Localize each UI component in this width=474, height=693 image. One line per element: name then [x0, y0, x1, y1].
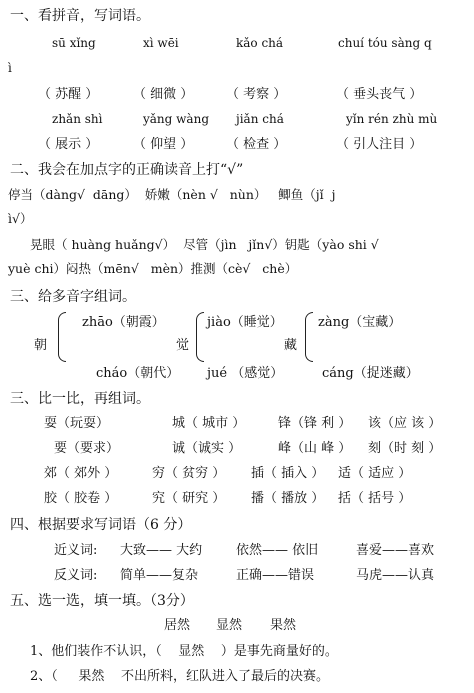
answer: （ 展示 ）: [38, 137, 99, 152]
pinyin: kǎo chá: [236, 36, 284, 50]
compare-word: 郊（ 郊外 ）: [44, 466, 118, 481]
pinyin: chuí tóu sàng q: [338, 36, 432, 50]
compare-word: 穷（ 贫穷 ）: [152, 466, 226, 481]
brace: [305, 312, 313, 362]
polyphone-char: 朝: [34, 338, 48, 353]
compare-word: 究（ 研究 ）: [152, 491, 226, 506]
section2-title: 二、我会在加点字的正确读音上打“√”: [10, 162, 244, 178]
compare-word: 播（ 播放 ）: [251, 491, 325, 506]
answer: （ 苏醒 ）: [38, 87, 99, 102]
option-word: 果然: [270, 618, 297, 633]
section1-title: 一、看拼音，写词语。: [10, 8, 150, 24]
compare-word: 耍（玩耍）: [44, 416, 110, 431]
synonym-pair: 喜爱——喜欢: [356, 543, 435, 558]
option-word: 显然: [216, 618, 243, 633]
compare-word: 锋（锋 利 ）: [278, 416, 352, 431]
pinyin: jiǎn chá: [236, 112, 284, 126]
fill-sentence: 2、（ 果然 不出所料，红队进入了最后的决赛。: [30, 669, 329, 684]
answer: （ 仰望 ）: [133, 137, 194, 152]
compare-word: 括（ 括号 ）: [338, 491, 412, 506]
section5-title: 四、根据要求写词语（6 分）: [10, 517, 192, 533]
section3-title: 三、给多音字组词。: [10, 289, 136, 305]
compare-word: 该（应 该 ）: [368, 416, 442, 431]
polyphone-char: 觉: [176, 338, 190, 353]
answer: （ 细微 ）: [133, 87, 194, 102]
antonym-pair: 简单——复杂: [120, 568, 199, 583]
tone-line: 停当（dàng√ dāng） 娇嫩（nèn √ nùn） 鲫鱼（jǐ j: [8, 187, 336, 202]
synonym-pair: 大致—— 大约: [120, 543, 203, 558]
tone-line: ì√）: [8, 211, 33, 226]
answer: （ 垂头丧气 ）: [336, 87, 423, 102]
pinyin: sū xǐng: [52, 36, 96, 50]
brace: [58, 312, 66, 362]
polyphone-word: zàng（宝藏）: [318, 315, 402, 330]
compare-word: 诚（诚实 ）: [172, 441, 242, 456]
compare-word: 插（ 插入 ）: [251, 466, 325, 481]
brace: [196, 312, 204, 362]
compare-word: 峰（山 峰 ）: [278, 441, 352, 456]
polyphone-word: cháo（朝代）: [96, 366, 180, 381]
compare-word: 要（要求）: [54, 441, 120, 456]
synonym-label: 近义词:: [54, 543, 98, 558]
pinyin: yǐn rén zhù mù: [346, 112, 438, 126]
compare-word: 胶（ 胶卷 ）: [44, 491, 118, 506]
pinyin: xì wēi: [143, 36, 179, 50]
polyphone-word: jiào（睡觉）: [207, 315, 283, 330]
antonym-pair: 正确——错误: [236, 568, 315, 583]
tone-line: yuè chi）闷热（mēn√ mèn）推测（cè√ chè）: [8, 261, 298, 276]
polyphone-word: cáng（捉迷藏）: [322, 366, 419, 381]
polyphone-char: 藏: [284, 338, 298, 353]
antonym-label: 反义词:: [54, 568, 98, 583]
section6-title: 五、选一选，填一填。（3分）: [10, 593, 194, 609]
synonym-pair: 依然—— 依旧: [236, 543, 319, 558]
compare-word: 城（ 城市 ）: [172, 416, 246, 431]
option-word: 居然: [164, 618, 191, 633]
antonym-pair: 马虎——认真: [356, 568, 435, 583]
tone-line: 晃眼（ huàng huǎng√） 尽管（jìn jǐn√）钥匙（yào shi √: [30, 237, 379, 252]
polyphone-word: jué （感觉）: [207, 366, 284, 381]
fill-sentence: 1、他们装作不认识，（ 显然 ）是事先商量好的。: [30, 644, 338, 659]
compare-word: 适（ 适应 ）: [338, 466, 412, 481]
answer: （ 引人注目 ）: [336, 137, 423, 152]
pinyin-wrap: ì: [8, 61, 12, 75]
polyphone-word: zhāo（朝霞）: [82, 315, 165, 330]
pinyin: zhǎn shì: [52, 112, 103, 126]
answer: （ 考察 ）: [226, 87, 287, 102]
compare-word: 刻（时 刻 ）: [368, 441, 442, 456]
answer: （ 检查 ）: [226, 137, 287, 152]
section4-title: 三、比一比，再组词。: [10, 391, 150, 407]
pinyin: yǎng wàng: [143, 112, 209, 126]
